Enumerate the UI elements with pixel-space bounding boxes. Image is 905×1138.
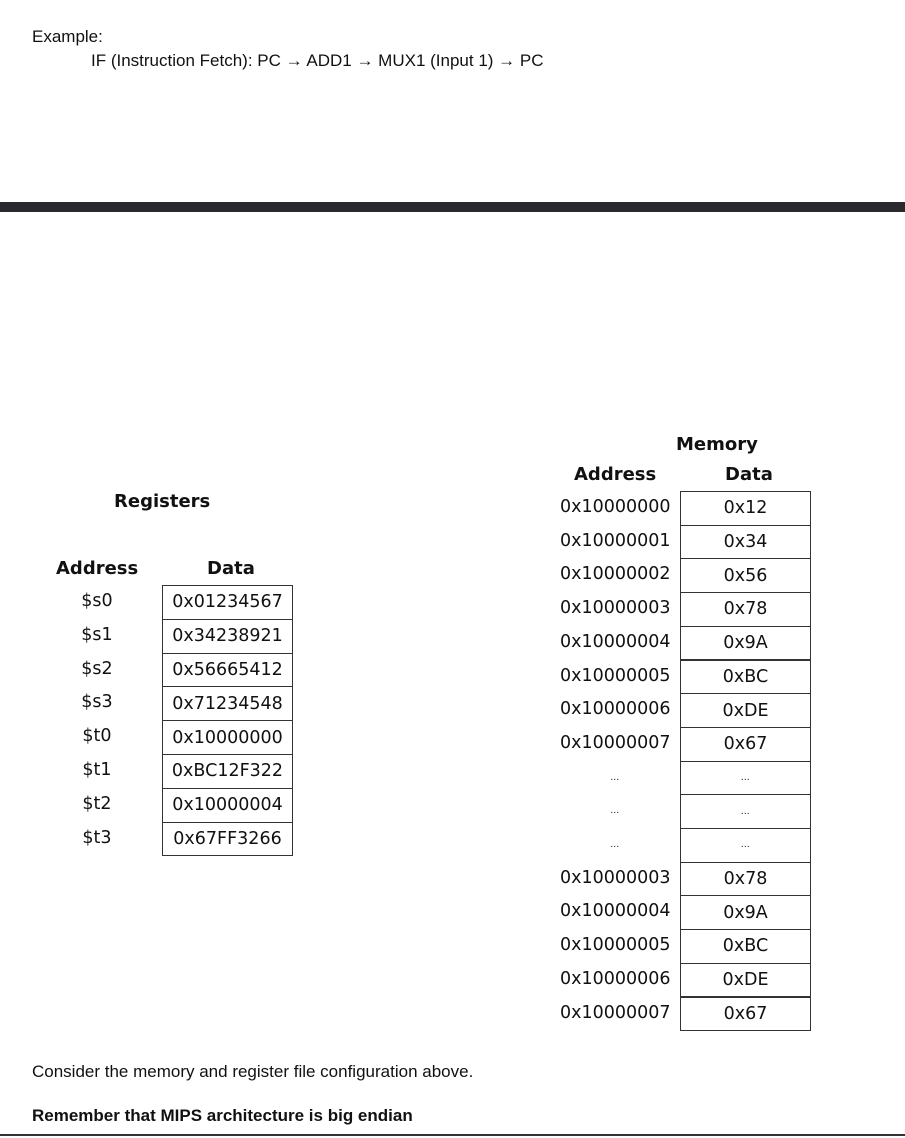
memory-address-ellipsis: … [610, 806, 620, 817]
register-value-cell: 0x10000000 [162, 720, 293, 755]
register-value-cell: 0x56665412 [162, 653, 293, 688]
memory-data-cell: 0xDE [680, 963, 811, 998]
section-divider [0, 202, 905, 212]
example-pipeline-text: IF (Instruction Fetch): PC → ADD1 → MUX1 (Input 1) → PC [91, 51, 544, 70]
memory-data-cell: 0x34 [680, 525, 811, 560]
memory-data-header: Data [725, 464, 773, 485]
memory-data-cell: 0x9A [680, 895, 811, 930]
memory-data-ellipsis: … [680, 761, 811, 796]
register-name: $s1 [81, 624, 113, 645]
register-name: $s0 [81, 591, 113, 611]
memory-address: 0x10000004 [560, 631, 671, 652]
register-name: $t0 [82, 726, 112, 747]
memory-address: 0x10000006 [560, 968, 671, 989]
memory-data-ellipsis: … [680, 794, 811, 829]
registers-data-header: Data [207, 558, 255, 579]
register-value-cell: 0x01234567 [162, 585, 293, 620]
memory-data-cell: 0xBC [680, 660, 811, 695]
memory-data-cell: 0x67 [680, 727, 811, 762]
bottom-rule [0, 1134, 905, 1136]
register-name: $t1 [82, 760, 112, 780]
memory-address: 0x10000003 [560, 598, 671, 619]
endian-note: Remember that MIPS architecture is big endian [32, 1106, 413, 1125]
memory-address: 0x10000005 [560, 665, 671, 686]
memory-address: 0x10000003 [560, 867, 671, 888]
memory-address: 0x10000002 [560, 564, 671, 585]
register-value-cell: 0x71234548 [162, 686, 293, 721]
memory-data-cell: 0x12 [680, 491, 811, 526]
memory-data-cell: 0x78 [680, 592, 811, 627]
memory-data-cell: 0x78 [680, 862, 811, 897]
memory-address-header: Address [574, 464, 657, 485]
memory-address: 0x10000005 [560, 935, 671, 956]
instruction-note: Consider the memory and register file configuration above. [32, 1062, 474, 1081]
memory-data-cell: 0x56 [680, 558, 811, 593]
memory-address: 0x10000004 [560, 901, 671, 922]
memory-title: Memory [676, 434, 758, 455]
memory-address: 0x10000006 [560, 699, 671, 720]
memory-data-cell: 0x67 [680, 997, 811, 1032]
memory-data-cell: 0xDE [680, 693, 811, 728]
memory-address: 0x10000007 [560, 1002, 671, 1023]
register-value-cell: 0x34238921 [162, 619, 293, 654]
memory-address: 0x10000000 [560, 497, 671, 517]
register-value-cell: 0xBC12F322 [162, 754, 293, 789]
registers-title: Registers [114, 491, 211, 512]
memory-address-ellipsis: … [610, 772, 620, 783]
register-value-cell: 0x67FF3266 [162, 822, 293, 857]
registers-address-header: Address [56, 558, 139, 579]
example-label: Example: [32, 27, 103, 46]
memory-data-cell: 0x9A [680, 626, 811, 661]
memory-data-cell: 0xBC [680, 929, 811, 964]
memory-address: 0x10000007 [560, 732, 671, 753]
register-value-cell: 0x10000004 [162, 788, 293, 823]
memory-address-ellipsis: … [610, 840, 620, 850]
memory-address: 0x10000001 [560, 530, 671, 551]
memory-data-ellipsis: … [680, 828, 811, 863]
register-name: $t2 [82, 793, 112, 814]
register-name: $t3 [82, 827, 112, 848]
register-name: $s2 [81, 658, 113, 679]
register-name: $s3 [81, 692, 113, 713]
